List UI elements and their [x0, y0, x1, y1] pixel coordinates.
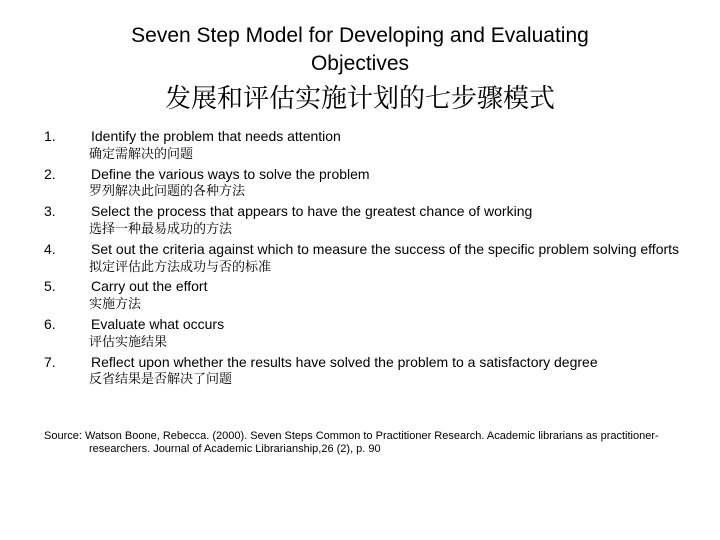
step-number: 7. [44, 353, 56, 370]
page-title-chinese: 发展和评估实施计划的七步骤模式 [164, 84, 555, 114]
step-text: Select the process that appears to have the greatest chance of working [91, 203, 533, 220]
title-line-2: Objectives [310, 52, 410, 75]
step-text: Identify the problem that needs attention [91, 128, 341, 144]
step-text-chinese: 罗列解决此问题的各种方法 [89, 184, 246, 200]
step-number: 1. [44, 128, 56, 144]
step-text: Define the various ways to solve the problem [91, 165, 370, 182]
list-item [44, 277, 684, 315]
list-item [44, 127, 684, 165]
list-item [44, 315, 684, 353]
step-text-chinese: 实施方法 [89, 297, 142, 313]
page-title [60, 22, 660, 78]
step-text-chinese: 反省结果是否解决了问题 [89, 372, 233, 388]
list-item [44, 240, 684, 278]
step-text-chinese: 评估实施结果 [89, 334, 168, 350]
step-text: Reflect upon whether the results have solved the problem to a satisfactory degree [91, 353, 598, 370]
list-item [44, 353, 684, 391]
title-line-1: Seven Step Model for Developing and Evaluating [131, 24, 589, 47]
step-number: 4. [44, 240, 56, 257]
list-item [44, 202, 684, 240]
step-text: Evaluate what occurs [91, 315, 225, 332]
step-text-chinese: 确定需解决的问题 [89, 146, 194, 162]
step-number: 5. [44, 278, 56, 295]
step-text-chinese: 选择一种最易成功的方法 [89, 221, 233, 237]
step-text-chinese: 拟定评估此方法成功与否的标准 [89, 259, 272, 275]
steps-list [44, 127, 684, 390]
source-citation: Source: Watson Boone, Rebecca. (2000). Seven Steps Common to Practitioner Research. Academic librarians as practitioner-researchers. Journal of Academic Librarianship,26 (2), p. 90 [44, 430, 659, 455]
list-item [44, 165, 684, 203]
step-number: 6. [44, 315, 56, 332]
step-number: 2. [44, 165, 56, 182]
step-text: Carry out the effort [91, 278, 208, 295]
step-text: Set out the criteria against which to measure the success of the specific problem solving efforts [91, 240, 680, 257]
step-number: 3. [44, 203, 56, 220]
